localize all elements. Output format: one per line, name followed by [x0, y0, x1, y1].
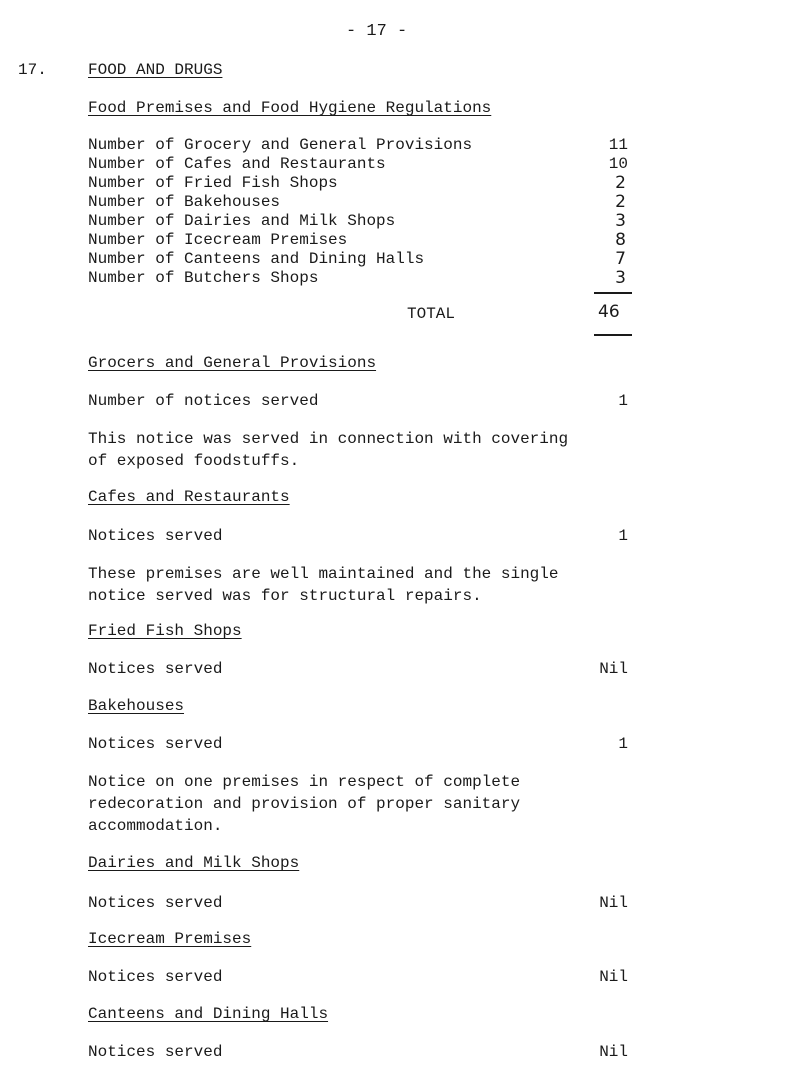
cafes-note	[88, 563, 558, 607]
canteens-notices-label: Notices served	[88, 1043, 223, 1061]
table-row-label: Number of Bakehouses	[88, 193, 281, 211]
table-row-value: 10	[608, 155, 628, 173]
canteens-heading: Canteens and Dining Halls	[88, 1005, 329, 1023]
bakehouses-note-line: accommodation.	[88, 817, 223, 835]
table-row-label: Number of Icecream Premises	[88, 231, 348, 249]
fish-notices-value: Nil	[599, 660, 628, 678]
table-row-value: 3	[615, 211, 626, 231]
cafes-note-line: These premises are well maintained and the single	[88, 565, 559, 583]
bakehouses-notices-label: Notices served	[88, 735, 223, 753]
table-row-value: 3	[615, 268, 626, 288]
total-rule-top	[594, 292, 632, 294]
icecream-heading: Icecream Premises	[88, 930, 252, 948]
page-number: - 17 -	[346, 22, 408, 41]
table-row-label: Number of Butchers Shops	[88, 269, 319, 287]
table-row-value: 2	[615, 173, 626, 193]
grocers-note	[88, 428, 568, 472]
total-rule-bottom	[594, 334, 632, 336]
table-row-value: 7	[615, 249, 626, 269]
fish-notices-label: Notices served	[88, 660, 223, 678]
icecream-notices-value: Nil	[599, 968, 628, 986]
bakehouses-notices-value: 1	[618, 735, 628, 753]
cafes-heading: Cafes and Restaurants	[88, 488, 290, 506]
table-row-label: Number of Canteens and Dining Halls	[88, 250, 425, 268]
cafes-notices-value: 1	[618, 527, 628, 545]
regs-heading: Food Premises and Food Hygiene Regulations	[88, 99, 492, 117]
fish-heading: Fried Fish Shops	[88, 622, 242, 640]
icecream-notices-label: Notices served	[88, 968, 223, 986]
grocers-notices-label: Number of notices served	[88, 392, 319, 410]
table-row-value: 8	[615, 230, 626, 250]
dairies-notices-value: Nil	[599, 894, 628, 912]
cafes-notices-label: Notices served	[88, 527, 223, 545]
section-number: 17.	[18, 61, 47, 79]
grocers-note-line: of exposed foodstuffs.	[88, 452, 300, 470]
dairies-notices-label: Notices served	[88, 894, 223, 912]
bakehouses-note	[88, 771, 520, 837]
cafes-note-line: notice served was for structural repairs.	[88, 587, 482, 605]
bakehouses-heading: Bakehouses	[88, 697, 185, 715]
dairies-heading: Dairies and Milk Shops	[88, 854, 300, 872]
bakehouses-note-line: redecoration and provision of proper sanitary	[88, 795, 521, 813]
bakehouses-note-line: Notice on one premises in respect of complete	[88, 773, 521, 791]
grocers-note-line: This notice was served in connection with covering	[88, 430, 569, 448]
total-value: 46	[598, 302, 620, 322]
total-label: TOTAL	[407, 305, 456, 323]
table-row-value: 2	[615, 192, 626, 212]
table-row-label: Number of Dairies and Milk Shops	[88, 212, 396, 230]
table-row-value: 11	[608, 136, 628, 154]
table-row-label: Number of Cafes and Restaurants	[88, 155, 386, 173]
grocers-notices-value: 1	[618, 392, 628, 410]
canteens-notices-value: Nil	[599, 1043, 628, 1061]
grocers-heading: Grocers and General Provisions	[88, 354, 377, 372]
table-row-label: Number of Grocery and General Provisions	[88, 136, 473, 154]
section-title: FOOD AND DRUGS	[88, 61, 223, 79]
table-row-label: Number of Fried Fish Shops	[88, 174, 338, 192]
